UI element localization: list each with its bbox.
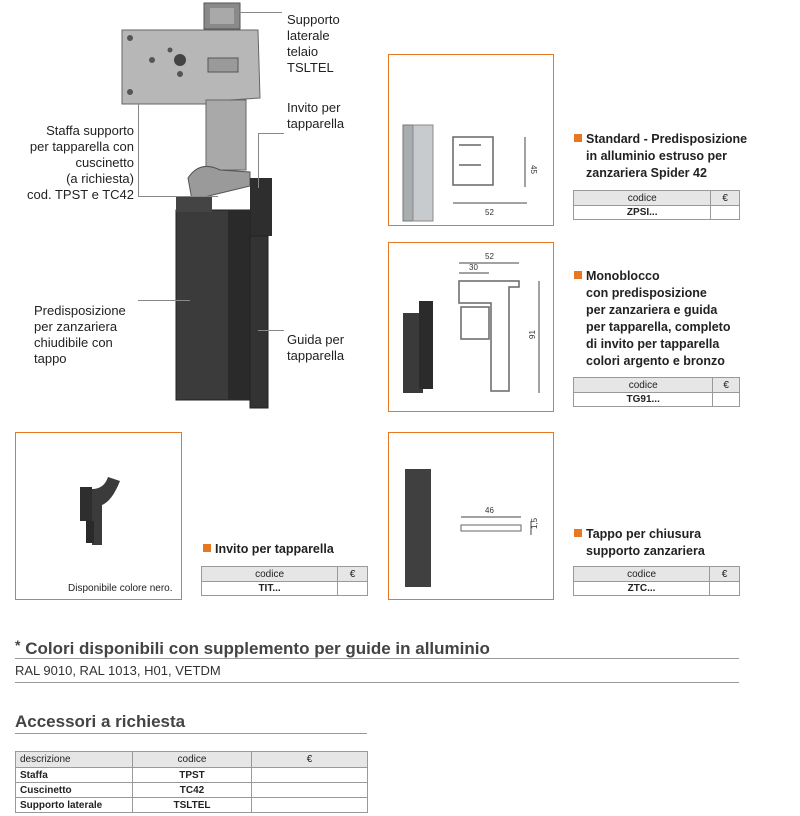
code-table-tit: codice € TIT... xyxy=(201,566,368,596)
orange-square-icon xyxy=(203,544,211,552)
table-row: Cuscinetto TC42 xyxy=(16,783,368,798)
dim-52: 52 xyxy=(485,208,494,217)
code-table-ztc: codice € ZTC... xyxy=(573,566,740,596)
table-row: Staffa TPST xyxy=(16,768,368,783)
colori-heading: * Colori disponibili con supplemento per guide in alluminio xyxy=(15,637,490,658)
main-product-illustration xyxy=(110,0,280,412)
orange-square-icon xyxy=(574,271,582,279)
orange-square-icon xyxy=(574,134,582,142)
accessori-table xyxy=(15,751,368,813)
dim-46: 46 xyxy=(485,506,494,515)
label-supporto-laterale: Supporto laterale telaio TSLTEL xyxy=(287,12,340,75)
product-title-ztc: Tappo per chiusura supporto zanzariera xyxy=(574,526,705,560)
product-title-zpsi: Standard - Predisposizione in alluminio estruso per zanzariera Spider 42 xyxy=(574,131,747,182)
note-colore-nero: Disponibile colore nero. xyxy=(68,583,173,594)
product-image-tg91 xyxy=(388,242,554,412)
code-table-tg91: codice € TG91... xyxy=(573,377,740,407)
acc-header-price: € xyxy=(252,752,368,768)
label-staffa: Staffa supporto per tapparella con cuscinetto (a richiesta) cod. TPST e TC42 xyxy=(27,123,134,202)
code-table-zpsi: codice € ZPSI... xyxy=(573,190,740,220)
code-tit: TIT... xyxy=(202,582,338,596)
product-title-tit: Invito per tapparella xyxy=(203,541,334,558)
label-predisposizione: Predisposizione per zanzariera chiudibile con tappo xyxy=(34,303,126,366)
label-guida: Guida per tapparella xyxy=(287,332,345,363)
label-invito: Invito per tapparella xyxy=(287,100,345,131)
dim-52: 52 xyxy=(485,252,494,261)
colori-list: RAL 9010, RAL 1013, H01, VETDM xyxy=(15,663,221,678)
product-title-tg91: Monoblocco con predisposizione per zanzariera e guida per tapparella, completo di invito per tapparella colori argento e bronzo xyxy=(574,268,730,370)
product-image-zpsi xyxy=(388,54,554,226)
acc-header-codice: codice xyxy=(133,752,252,768)
dim-1-5: 1,5 xyxy=(530,517,539,529)
product-image-ztc xyxy=(388,432,554,600)
dim-45: 45 xyxy=(529,165,538,174)
code-zpsi: ZPSI... xyxy=(574,206,711,220)
accessori-heading: Accessori a richiesta xyxy=(15,712,186,731)
table-row: Supporto laterale TSLTEL xyxy=(16,798,368,813)
code-ztc: ZTC... xyxy=(574,582,710,596)
acc-header-descrizione: descrizione xyxy=(16,752,133,768)
dim-30: 30 xyxy=(469,263,478,272)
code-tg91: TG91... xyxy=(574,393,713,407)
product-image-tit xyxy=(15,432,182,600)
orange-square-icon xyxy=(574,529,582,537)
dim-91: 91 xyxy=(528,330,537,339)
